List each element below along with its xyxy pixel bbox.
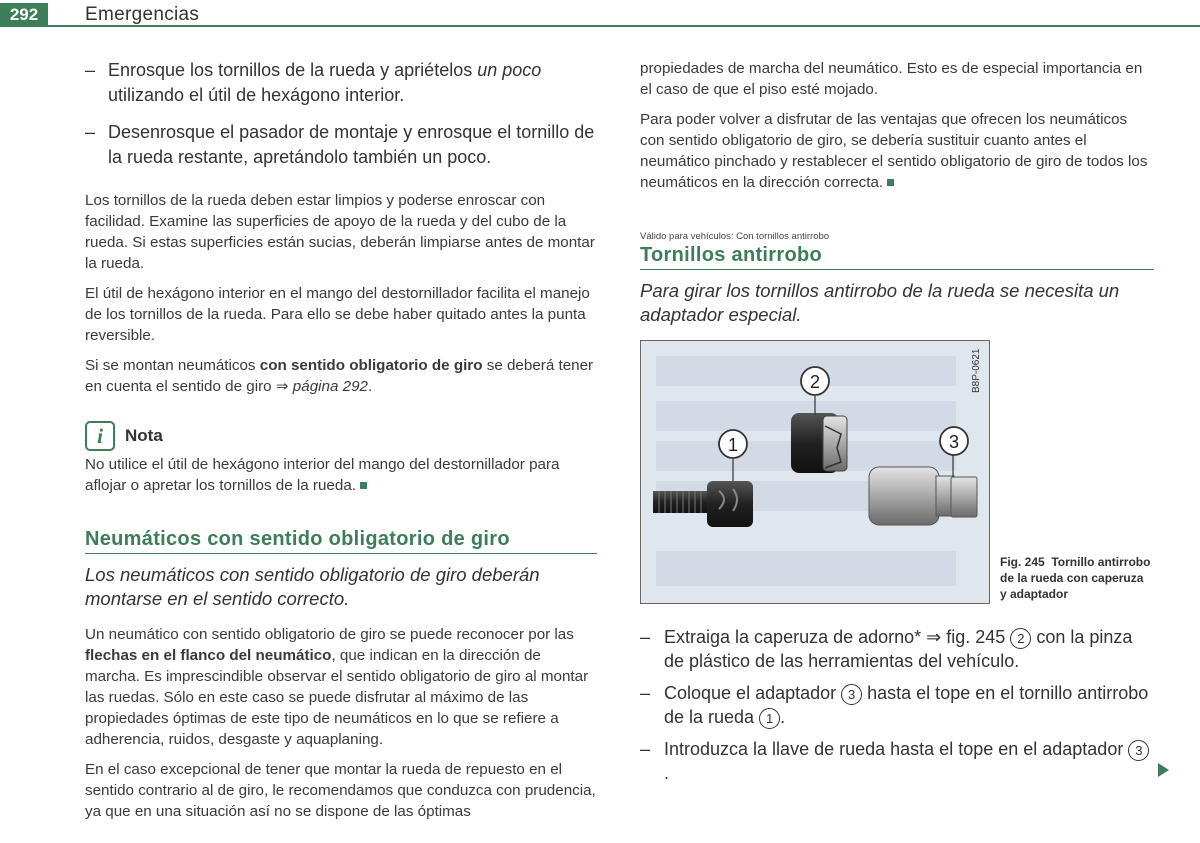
dash: – [640,739,651,759]
text: Coloque el adaptador [664,683,842,703]
bullet-emphasis: un poco [477,60,542,80]
dash: – [640,683,651,703]
dash: – [85,60,96,80]
paragraph [85,355,597,397]
callout-2 [801,367,829,395]
section-heading: Neumáticos con sentido obligatorio de giro [85,528,597,554]
callout-ref: 3 [1128,740,1149,761]
paragraph: propiedades de marcha del neumático. Esto es de especial importancia en el caso de que el piso esté mojado. [640,60,1143,98]
list-item [85,120,597,170]
list-item [85,58,597,108]
bold-text: flechas en el flanco del neumático [85,647,332,664]
text: . [367,378,373,395]
text: . [664,763,670,783]
figure-illustration [641,341,989,603]
text: . [780,707,786,727]
end-mark-icon [360,482,367,489]
validity-note: Válido para vehículos: Con tornillos antirrobo [640,231,830,242]
list-item [640,737,1154,785]
step-list [640,625,1154,793]
decorative-cap [791,413,847,473]
text: Un neumático con sentido obligatorio de giro se puede reconocer por las [85,626,574,643]
header-rule [48,25,1200,27]
figure-code: B8P-0621 [971,348,982,393]
figure-reference-link[interactable]: fig. 245 [941,627,1011,647]
bullet-text: utilizando el útil de hexágono interior. [108,85,405,105]
list-item [640,625,1154,673]
faded-text-band [656,551,956,586]
info-icon: i [85,421,115,451]
right-column [640,58,1154,340]
arrow-glyph: ⇒ [275,378,289,395]
text: Extraiga la caperuza de adorno* [664,627,927,647]
page-reference-link[interactable]: página 292 [292,378,368,395]
callout-ref: 1 [759,708,780,729]
continue-arrow-icon [1158,763,1169,777]
section-heading: Tornillos antirrobo [640,244,1154,270]
paragraph: El útil de hexágono interior en el mango del destornillador facilita el manejo de los tornillos de la rueda. Para ello se debe haber quitado antes la punta reversible. [85,285,590,344]
figure-245 [640,340,990,604]
callout-label: 3 [948,432,960,452]
text: , que indican en la dirección de marcha. Es imprescindible observar el sentido obligatorio de giro al montar las ruedas. Sólo en este caso se puede disfrutar al máximo de las propiedades óptimas de este tipo de neumáticos en lo que se refiere a adherencia, ruidos, desgaste y aquaplaning. [85,647,589,748]
callout-1 [719,430,747,458]
section-lead: Los neumáticos con sentido obligatorio de giro deberán montarse en el sentido correcto. [85,564,540,609]
paragraph [85,624,597,750]
bullet-text: Desenrosque el pasador de montaje y enrosque el tornillo de la rueda restante, apretándolo también un poco. [108,122,595,167]
figure-number: Fig. 245 [1000,555,1045,569]
figure-caption [1000,554,1152,602]
note-text [85,454,597,496]
section-title: Emergencias [85,4,200,25]
caption-text: Tornillo antirrobo de la rueda con caperuza y adaptador [1000,555,1151,601]
page-number: 292 [0,3,48,27]
text: Para poder volver a disfrutar de las ventajas que ofrecen los neumáticos con sentido obligatorio de giro, se debería sustituir cuanto antes el neumático pinchado y restablecer el sentido obligatorio de giro de todos los neumáticos en la dirección correcta. [640,111,1148,191]
end-mark-icon [887,179,894,186]
text: se deberá tener en cuenta el sentido de giro [85,357,594,395]
bold-text: con sentido obligatorio de giro [259,357,483,374]
callout-label: 1 [727,435,739,455]
paragraph: En el caso excepcional de tener que montar la rueda de repuesto en el sentido contrario al de giro, le recomendamos que conduzca con prudencia, ya que en una situación así no se dispone de las óptimas [85,761,596,820]
paragraph [640,109,1154,193]
callout-ref: 3 [841,684,862,705]
paragraph: Los tornillos de la rueda deben estar limpios y poderse enroscar con facilidad. Examine las superficies de apoyo de la rueda y del cubo de la rueda. Si estas superficies están sucias, deberán limpiarse antes de montar la rueda. [85,192,595,272]
left-column [85,58,597,831]
dash: – [85,122,96,142]
list-item [640,681,1154,729]
callout-ref: 2 [1010,628,1031,649]
bullet-text: Enrosque los tornillos de la rueda y apriételos [108,60,478,80]
callout-3 [940,427,968,455]
arrow-glyph: ⇒ [926,627,942,647]
text: con la pinza de plástico de las herramientas del vehículo. [664,627,1133,671]
text: Si se montan neumáticos [85,357,260,374]
text: Introduzca la llave de rueda hasta el tope en el adaptador [664,739,1129,759]
text: hasta el tope en el tornillo antirrobo de la rueda [664,683,1149,727]
section-lead: Para girar los tornillos antirrobo de la rueda se necesita un adaptador especial. [640,280,1120,325]
note-header [85,421,597,451]
dash: – [640,627,651,647]
callout-label: 2 [809,372,821,392]
note-title: Nota [125,426,163,445]
text: No utilice el útil de hexágono interior del mango del destornillador para aflojar o apretar los tornillos de la rueda. [85,456,560,494]
